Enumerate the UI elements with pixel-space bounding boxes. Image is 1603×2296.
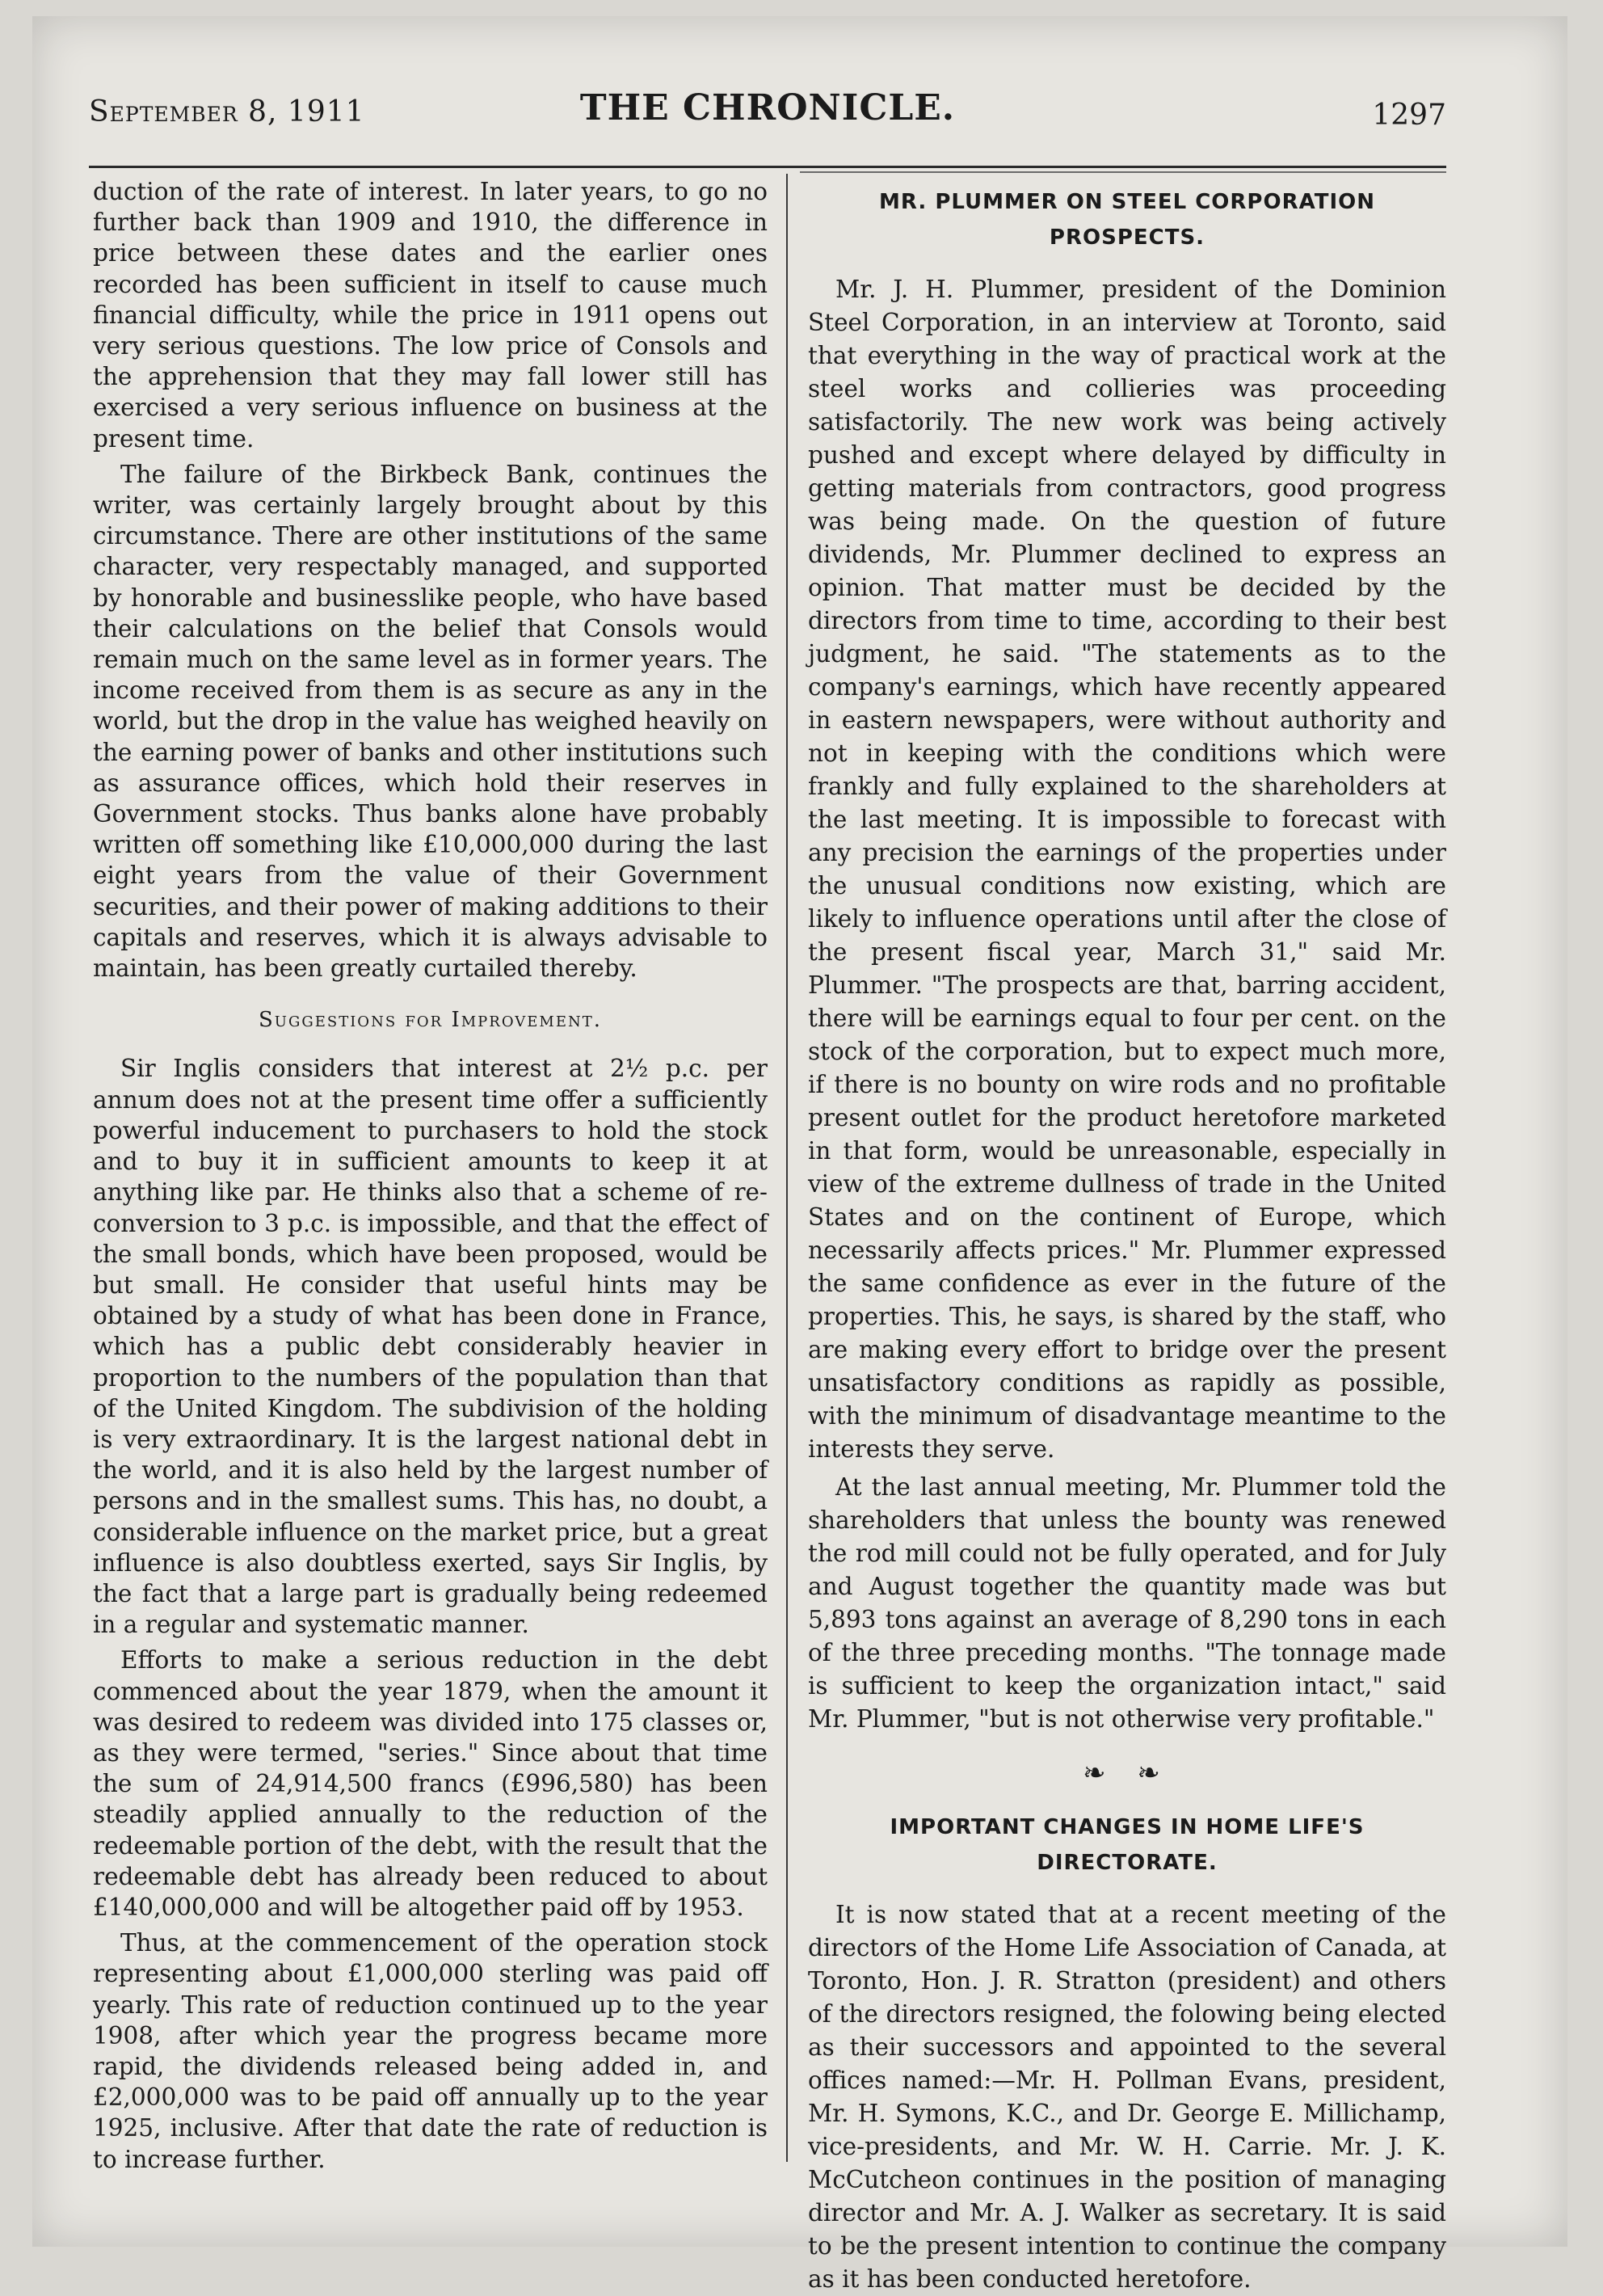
paragraph: At the last annual meeting, Mr. Plummer told the shareholders that unless the bounty was renewed the rod mill could not be fully operated, and for July and August together the quantity made was but 5,893 tons against an average of 8,290 tons in each of the three preceding months. "The tonnage made is sufficient to keep the organization intact," said Mr. Plummer, "but is not otherwise very profitable." — [808, 1473, 1446, 1733]
left-column — [93, 176, 768, 2175]
column-divider — [786, 174, 788, 2162]
header-date: September 8, 1911 — [89, 95, 365, 128]
section-subheading: Suggestions for Improvement. — [258, 1008, 603, 1033]
paragraph: Thus, at the commencement of the operation stock representing about £1,000,000 sterling was paid off yearly. This rate of reduction continued up to the year 1908, after which year the progress became more rapid, the dividends released being added in, and £2,000,000 was to be paid off annually up to the year 1925, inclusive. After that date the rate of reduction is to increase further. — [93, 1929, 768, 2173]
paragraph: Mr. J. H. Plummer, president of the Dominion Steel Corporation, in an interview at Toronto, said that everything in the way of practical work at the steel works and collieries was proceeding satisfactorily. The new work was being actively pushed and except where delayed by difficulty in getting materials from contractors, good progress was being made. On the question of future dividends, Mr. Plummer declined to express an opinion. That matter must be decided by the directors from time to time, according to their best judgment, he said. "The statements as to the company's earnings, which have recently appeared in eastern newspapers, were without authority and not in keeping with the conditions which were frankly and fully explained to the shareholders at the last meeting. It is impossible to forecast with any precision the earnings of the properties under the unusual conditions now existing, which are likely to influence operations until after the close of the present fiscal year, March 31," said Mr. Plummer. "The prospects are that, barring accident, there will be earnings equal to four per cent. on the stock of the corporation, but to expect much more, if there is no bounty on wire rods and no profitable present outlet for the product heretofore marketed in that form, would be unreasonable, especially in view of the extreme dullness of trade in the United States and on the continent of Europe, which necessarily affects prices." Mr. Plummer expressed the same confidence as ever in the future of the properties. This, he says, is shared by the staff, who are making every effort to bridge over the present unsatisfactory conditions as rapidly as possible, with the minimum of disadvantage meantime to the interests they serve. — [808, 276, 1446, 1463]
ornament-icon: ❧ ❧ — [1083, 1757, 1172, 1789]
masthead-title: THE CHRONICLE. — [579, 87, 956, 128]
right-column — [808, 176, 1446, 2296]
paragraph: It is now stated that at a recent meeting of the directors of the Home Life Association of Canada, at Toronto, Hon. J. R. Stratton (president) and others of the directors resigned, the folowing being elected as their successors and appointed to the several offices named:—Mr. H. Pollman Evans, president, Mr. H. Symons, K.C., and Dr. George E. Millichamp, vice-presidents, and Mr. W. H. Carrie. Mr. J. K. McCutcheon continues in the position of managing director and Mr. A. J. Walker as secretary. It is said to be the present intention to continue the company as it has been conducted heretofore. — [808, 1901, 1446, 2293]
paragraph: duction of the rate of interest. In later years, to go no further back than 1909 and 1910, the difference in price between these dates and the earlier ones recorded has been sufficient in itself to cause much financial difficulty, while the price in 1911 opens out very serious questions. The low price of Consols and the apprehension that they may fall lower still has exercised a very serious influence on business at the present time. — [93, 178, 768, 453]
page-number: 1297 — [1372, 99, 1446, 132]
header-rule-secondary — [800, 171, 1446, 173]
paragraph: Sir Inglis considers that interest at 2½ p.c. per annum does not at the present time offer a sufficiently powerful inducement to purchasers to hold the stock and to buy it in sufficient amounts to keep it at anything like par. He thinks also that a scheme of re-conversion to 3 p.c. is impossible, and that the effect of the small bonds, which have been proposed, would be but small. He consider that useful hints may be obtained by a study of what has been done in France, which has a public debt considerably heavier in proportion to the numbers of the population than that of the United Kingdom. The subdivision of the holding is very extraordinary. It is the largest national debt in the world, and it is also held by the largest number of persons and in the smallest sums. This has, no doubt, a considerable influence on the market price, but a great influence is also doubtless exerted, says Sir Inglis, by the fact that a large part is gradually being redeemed in a regular and systematic manner. — [93, 1055, 768, 1639]
paragraph: Efforts to make a serious reduction in the debt commenced about the year 1879, when the amount it was desired to redeem was divided into 175 classes or, as they were termed, "series." Since about that time the sum of 24,914,500 francs (£996,580) has been steadily applied annually to the reduction of the redeemable portion of the debt, with the result that the redeemable debt has already been reduced to about £140,000,000 and will be altogether paid off by 1953. — [93, 1646, 768, 1921]
page-header — [89, 87, 1446, 144]
article-headline: MR. PLUMMER ON STEEL CORPORATION PROSPECTS. — [879, 190, 1375, 250]
article-headline: IMPORTANT CHANGES IN HOME LIFE'S DIRECTORATE. — [890, 1815, 1365, 1875]
paragraph: The failure of the Birkbeck Bank, continues the writer, was certainly largely brought about by this circumstance. There are other institutions of the same character, very respectably managed, and supported by honorable and businesslike people, who have based their calculations on the belief that Consols would remain much on the same level as in former years. The income received from them is as secure as any in the world, but the drop in the value has weighed heavily on the earning power of banks and other institutions such as assurance offices, which hold their reserves in Government stocks. Thus banks alone have probably written off something like £10,000,000 during the last eight years from the value of their Government securities, and their power of making additions to their capitals and reserves, which it is always advisable to maintain, has been greatly curtailed thereby. — [93, 460, 768, 983]
header-rule — [89, 166, 1446, 168]
